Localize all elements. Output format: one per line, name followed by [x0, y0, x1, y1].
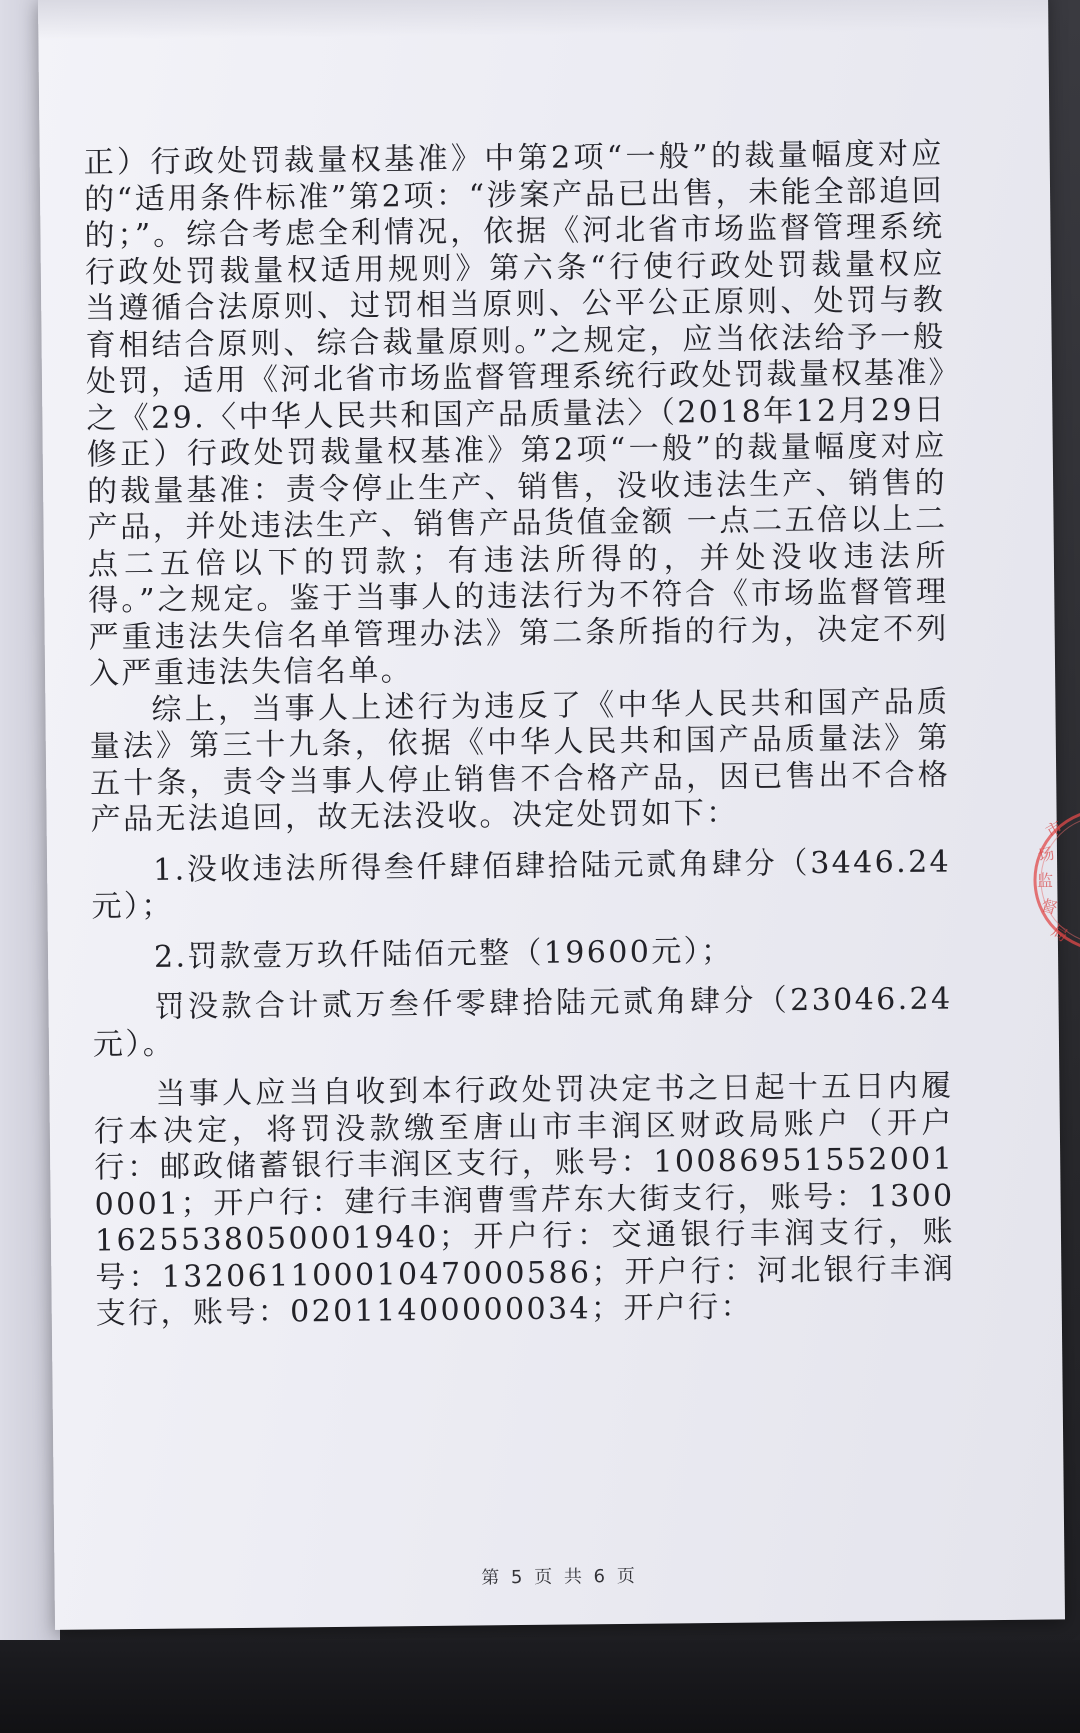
paragraph-payment-instructions: 当事人应当自收到本行政处罚决定书之日起十五日内履行本决定，将罚没款缴至唐山市丰润区财政局账户（开户行：邮政储蓄银行丰润区支行，账号：100869515520010001；开户行：建行丰润曹雪芹东大街支行，账号：13001625538050001940；开户行：交通银行丰润支行，账号：13206110001047000586；开户行：河北银行丰润支行，账号：02011400000034；开户行：	[93, 1068, 956, 1332]
svg-text:监: 监	[1037, 871, 1054, 890]
penalty-item-confiscation: 1.没收违法所得叁仟肆佰肆拾陆元贰角肆分（3446.24元）；	[91, 843, 952, 925]
paragraph-discretion-basis: 正）行政处罚裁量权基准》中第2项“一般”的裁量幅度对应的“适用条件标准”第2项：“涉案产品已出售，未能全部追回的；”。综合考虑全利情况，依据《河北省市场监督管理系统行政处罚裁量权适用规则》第六条“行使行政处罚裁量权应当遵循合法原则、过罚相当原则、公平公正原则、处罚与教育相结合原则、综合裁量原则。”之规定，应当依法给予一般处罚，适用《河北省市场监督管理系统行政处罚裁量权基准》之《29.〈中华人民共和国产品质量法〉（2018年12月29日修正）行政处罚裁量权基准》第2项“一般”的裁量幅度对应的裁量基准：责令停止生产、销售，没收违法生产、销售的产品，并处违法生产、销售产品货值金额 一点二五倍以上二点二五倍以下的罚款；有违法所得的，并处没收违法所得。”之规定。鉴于当事人的违法行为不符合《市场监督管理严重违法失信名单管理办法》第二条所指的行为，决定不列入严重违法失信名单。	[83, 136, 949, 692]
svg-text:市: 市	[1042, 817, 1066, 842]
page-number-footer: 第 5 页 共 6 页	[481, 1565, 638, 1589]
svg-text:场: 场	[1036, 843, 1057, 866]
red-seal-stamp	[1010, 800, 1080, 960]
background-table-surface	[0, 1640, 1080, 1733]
svg-text:督: 督	[1038, 895, 1060, 919]
document-page	[38, 0, 1065, 1630]
svg-text:局: 局	[1048, 921, 1072, 946]
penalty-item-fine: 2.罚款壹万玖仟陆佰元整（19600元）；	[153, 933, 734, 975]
penalty-total: 罚没款合计贰万叁仟零肆拾陆元贰角肆分（23046.24元）。	[92, 981, 953, 1062]
page-fold-shadow	[38, 0, 1048, 40]
paragraph-conclusion: 综上，当事人上述行为违反了《中华人民共和国产品质量法》第三十九条，依据《中华人民共和国产品质量法》第五十条，责令当事人停止销售不合格产品，因已售出不合格产品无法追回，故无法没收。决定处罚如下：	[89, 683, 951, 838]
document-body	[84, 137, 956, 1333]
